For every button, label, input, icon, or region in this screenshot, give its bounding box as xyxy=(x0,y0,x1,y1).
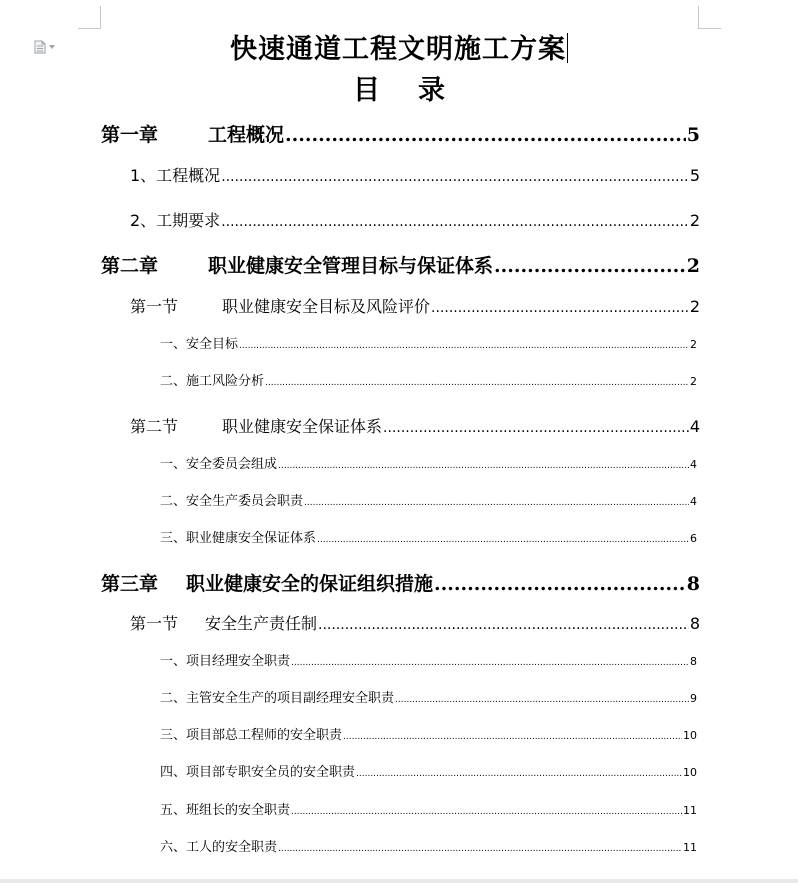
toc-page-number: 5 xyxy=(689,166,700,185)
toc-entry-section-3-1[interactable]: 第一节 安全生产责任制 ..... 8 xyxy=(130,611,700,634)
page-bottom-edge xyxy=(0,879,798,883)
toc-page-number: 10 xyxy=(683,766,697,779)
toc-page-number: 2 xyxy=(689,297,700,316)
toc-entry-item-2-1-1[interactable]: 一、安全目标 ..... 2 xyxy=(160,333,697,352)
toc-leader xyxy=(318,617,689,633)
toc-heading: 目 录 xyxy=(353,75,445,106)
toc-entry-item-3-1-6[interactable]: 六、工人的安全职责 ..... 11 xyxy=(160,836,697,855)
toc-leader xyxy=(494,255,686,277)
toc-entry-chapter-3[interactable]: 第三章 职业健康安全的保证组织措施 ..... 8 xyxy=(101,569,700,596)
toc-leader xyxy=(304,498,689,508)
toc-entry-chapter-1[interactable]: 第一章 工程概况 ..... 5 xyxy=(101,120,700,147)
toc-page-number: 2 xyxy=(690,338,697,351)
document-title[interactable]: 快速通道工程文明施工方案 xyxy=(230,34,566,65)
toc-page-number: 11 xyxy=(683,841,697,854)
toc-leader xyxy=(221,169,689,185)
toc-leader xyxy=(395,695,689,705)
toc-leader xyxy=(434,573,686,595)
toc-leader xyxy=(291,658,689,668)
toc-page-number: 8 xyxy=(690,655,697,668)
toc-page-number: 4 xyxy=(689,417,700,436)
toc-leader xyxy=(285,124,686,146)
toc-page-number: 8 xyxy=(689,614,700,633)
toc-leader xyxy=(317,535,689,545)
toc-leader xyxy=(343,732,682,742)
toc-page-number: 2 xyxy=(686,255,700,277)
toc-leader xyxy=(383,420,689,436)
toc-page-number: 6 xyxy=(690,532,697,545)
toc-page-number: 2 xyxy=(689,211,700,230)
toc-leader xyxy=(265,378,689,388)
toc-page-number: 10 xyxy=(683,729,697,742)
toc-entry-item-2-2-2[interactable]: 二、安全生产委员会职责 ..... 4 xyxy=(160,490,697,509)
toc-entry-item-2-2-1[interactable]: 一、安全委员会组成 ..... 4 xyxy=(160,453,697,472)
toc-leader xyxy=(221,214,689,230)
toc-entry-section-2-1[interactable]: 第一节 职业健康安全目标及风险评价 ..... 2 xyxy=(130,294,700,317)
toc-entry-item-3-1-3[interactable]: 三、项目部总工程师的安全职责 ..... 10 xyxy=(160,724,697,743)
page-corner-mark-left xyxy=(78,6,101,29)
page-corner-mark-right xyxy=(698,6,721,29)
toc-entry-section-1-2[interactable]: 2、工期要求 ..... 2 xyxy=(130,208,700,231)
toc-entry-item-2-1-2[interactable]: 二、施工风险分析 ..... 2 xyxy=(160,370,697,389)
toc-entry-item-3-1-1[interactable]: 一、项目经理安全职责 ..... 8 xyxy=(160,650,697,669)
toc-leader xyxy=(278,461,689,471)
toc-leader xyxy=(431,300,689,316)
toc-page-number: 8 xyxy=(686,573,700,595)
toc-entry-item-3-1-4[interactable]: 四、项目部专职安全员的安全职责 ..... 10 xyxy=(160,761,697,780)
toc-entry-item-3-1-2[interactable]: 二、主管安全生产的项目副经理安全职责 ..... 9 xyxy=(160,687,697,706)
toc-leader xyxy=(239,341,689,351)
toc-leader xyxy=(278,844,682,854)
toc-page-number: 2 xyxy=(690,375,697,388)
toc-entry-chapter-2[interactable]: 第二章 职业健康安全管理目标与保证体系 ..... 2 xyxy=(101,251,700,278)
text-cursor xyxy=(567,33,568,63)
toc-entry-item-2-2-3[interactable]: 三、职业健康安全保证体系 ..... 6 xyxy=(160,527,697,546)
toc-leader xyxy=(291,807,682,817)
toc-page-number: 5 xyxy=(686,124,700,146)
toc-entry-section-2-2[interactable]: 第二节 职业健康安全保证体系 ..... 4 xyxy=(130,414,700,437)
toc-entry-item-3-1-5[interactable]: 五、班组长的安全职责 ..... 11 xyxy=(160,799,697,818)
toc-entry-section-1-1[interactable]: 1、工程概况 ..... 5 xyxy=(130,163,700,186)
toc-page-number: 9 xyxy=(690,692,697,705)
toc-page-number: 4 xyxy=(690,458,697,471)
toc-page-number: 4 xyxy=(690,495,697,508)
toc-leader xyxy=(356,769,682,779)
toc-page-number: 11 xyxy=(683,804,697,817)
